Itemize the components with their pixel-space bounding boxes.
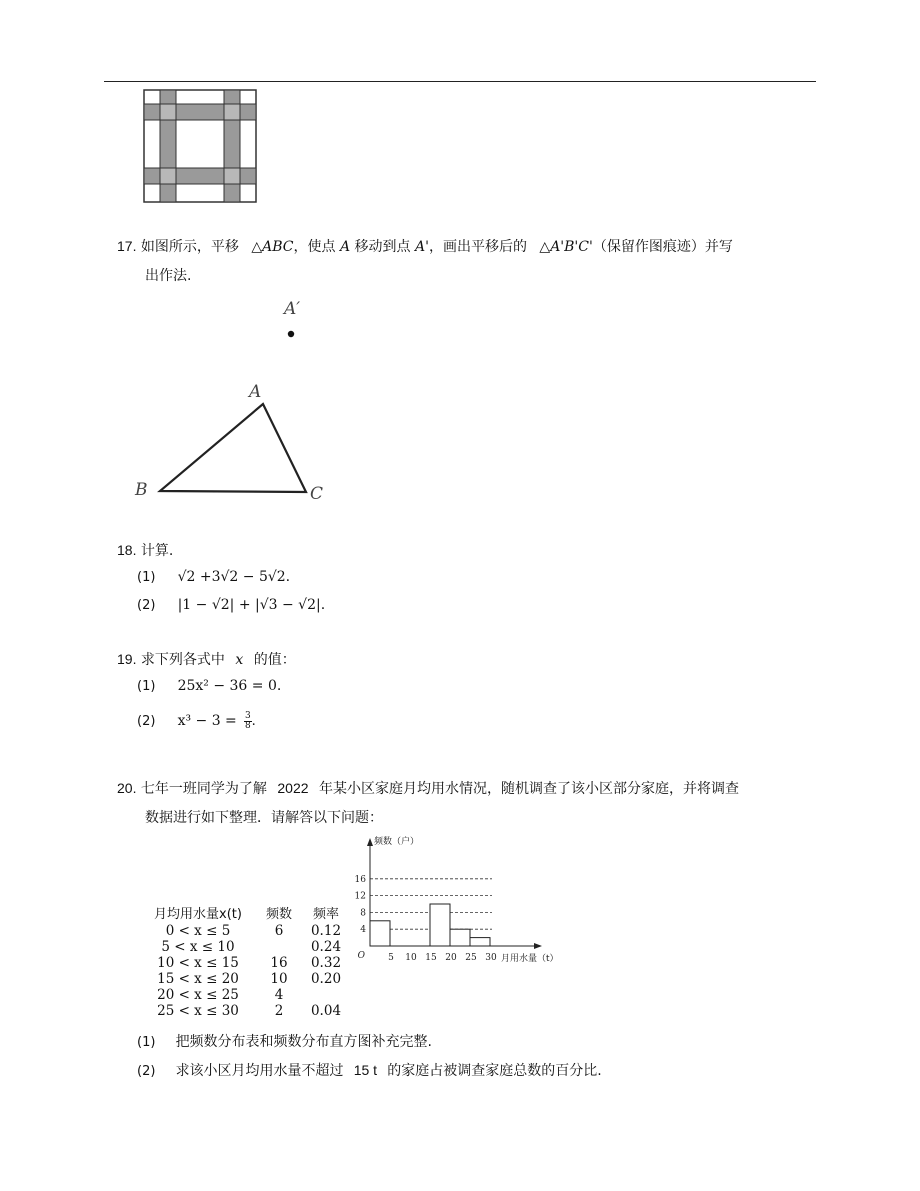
y-axis-title: 频数（户） xyxy=(374,837,420,847)
table-row: 15 < x ≤ 20 10 0.20 xyxy=(157,971,342,987)
triangle-abc-label: △ABC xyxy=(251,239,294,255)
histogram-bar-0-5 xyxy=(370,921,390,946)
q19-item-1: (1) 25x² − 36 = 0. xyxy=(137,678,282,694)
table-header-row: 月均用水量x(t) 频数 频率 xyxy=(154,907,339,922)
label-b: B xyxy=(135,480,148,500)
y-axis-arrow xyxy=(367,838,373,846)
q20-item-1: (1) 把频数分布表和频数分布直方图补充完整. xyxy=(137,1034,433,1050)
table-row: 20 < x ≤ 25 4 xyxy=(157,987,284,1003)
table-row: 25 < x ≤ 30 2 0.04 xyxy=(157,1003,342,1019)
q17-line2: 出作法. xyxy=(145,268,192,284)
origin-label: O xyxy=(357,951,365,961)
point-a-prime xyxy=(288,331,294,337)
q20-item-2: (2) 求该小区月均用水量不超过 15 t 的家庭占被调查家庭总数的百分比. xyxy=(137,1062,602,1079)
q17-line1: 17. 如图所示，平移 △ABC，使点 A 移动到点 A'，画出平移后的 △A'B'C'（保留作图痕迹）并写 xyxy=(117,238,733,255)
x-tick-label: 20 xyxy=(445,953,457,963)
q17-number: 17. xyxy=(117,238,137,254)
table-row: 10 < x ≤ 15 16 0.32 xyxy=(157,955,342,971)
q20-line1: 20. 七年一班同学为了解 2022 年某小区家庭月均用水情况，随机调查了该小区部分家庭，并将调查 xyxy=(117,780,739,797)
q18-item-2: (2) |1 − √2| + |√3 − √2|. xyxy=(137,597,326,613)
label-c: C xyxy=(310,484,324,504)
q18-item-1: (1) √2 +3√2 − 5√2. xyxy=(137,569,291,585)
y-tick-label: 12 xyxy=(354,891,366,902)
y-tick-label: 16 xyxy=(354,874,366,885)
triangle-prime-label: △A'B'C' xyxy=(539,239,593,255)
q19-title: 19. 求下列各式中 x 的值： xyxy=(117,651,296,668)
grid-figure xyxy=(140,88,260,204)
header-rule xyxy=(104,81,816,82)
x-tick-label: 30 xyxy=(485,953,497,963)
histogram-bar-20-25 xyxy=(450,929,470,946)
frequency-table xyxy=(140,907,350,1019)
fraction-3-8: $\frac{3}{8}$ xyxy=(244,711,251,731)
label-a: A xyxy=(249,382,262,402)
q20-line2: 数据进行如下整理．请解答以下问题： xyxy=(145,810,383,826)
q18-title: 18. 计算. xyxy=(117,542,174,559)
y-tick-label: 4 xyxy=(360,925,366,936)
triangle-abc xyxy=(160,404,306,492)
frequency-histogram xyxy=(350,830,559,975)
x-axis-arrow xyxy=(534,943,542,949)
label-a-prime: A′ xyxy=(284,299,301,319)
table-row: 0 < x ≤ 5 6 0.12 xyxy=(165,923,342,939)
y-tick-label: 8 xyxy=(360,908,366,919)
q19-item-2: (2) x³ − 3 = $\frac{3}{8}$ . xyxy=(137,711,256,731)
triangle-figure xyxy=(128,290,348,510)
x-tick-label: 15 xyxy=(425,953,437,963)
x-axis-title: 月用水量（t） xyxy=(501,954,559,964)
x-tick-label: 25 xyxy=(465,953,477,963)
table-row: 5 < x ≤ 10 0.24 xyxy=(161,939,342,955)
histogram-bar-15-20 xyxy=(430,904,450,946)
x-tick-label: 10 xyxy=(405,953,417,963)
x-tick-label: 5 xyxy=(388,953,394,963)
histogram-bar-25-30 xyxy=(470,938,490,946)
